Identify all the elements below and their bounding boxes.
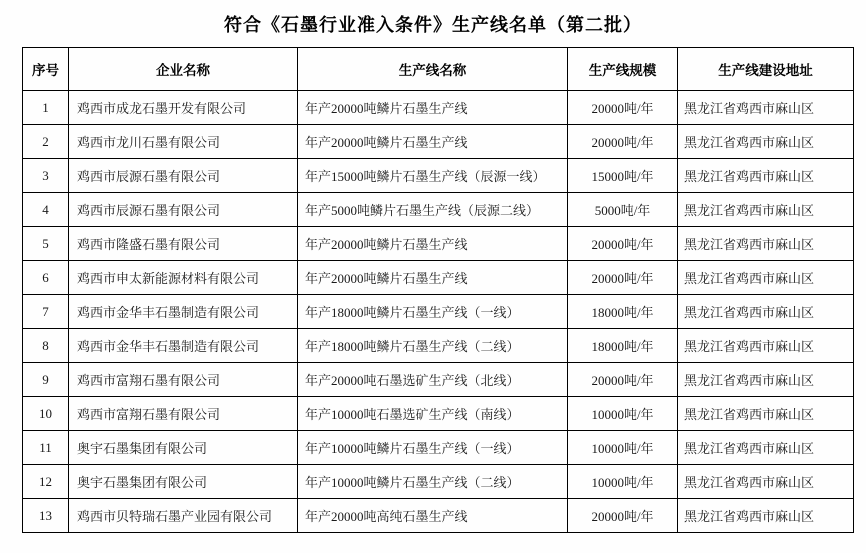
- cell-line_name: 年产20000吨鳞片石墨生产线: [298, 261, 568, 295]
- cell-scale: 20000吨/年: [568, 261, 678, 295]
- cell-index: 4: [23, 193, 69, 227]
- table-row: [23, 261, 854, 295]
- column-header-index: 序号: [23, 48, 69, 91]
- cell-scale: 18000吨/年: [568, 329, 678, 363]
- cell-company: 鸡西市金华丰石墨制造有限公司: [69, 329, 298, 363]
- cell-scale: 15000吨/年: [568, 159, 678, 193]
- cell-line_name: 年产20000吨鳞片石墨生产线: [298, 227, 568, 261]
- cell-line_name: 年产10000吨鳞片石墨生产线（一线）: [298, 431, 568, 465]
- cell-line_name: 年产18000吨鳞片石墨生产线（二线）: [298, 329, 568, 363]
- cell-index: 8: [23, 329, 69, 363]
- table-row: [23, 397, 854, 431]
- table-row: [23, 329, 854, 363]
- table-header: [23, 48, 854, 91]
- table-row: [23, 227, 854, 261]
- table-row: [23, 193, 854, 227]
- column-header-scale: 生产线规模: [568, 48, 678, 91]
- cell-index: 3: [23, 159, 69, 193]
- cell-line_name: 年产15000吨鳞片石墨生产线（辰源一线）: [298, 159, 568, 193]
- table-row: [23, 465, 854, 499]
- cell-scale: 10000吨/年: [568, 431, 678, 465]
- column-header-company: 企业名称: [69, 48, 298, 91]
- cell-company: 鸡西市贝特瑞石墨产业园有限公司: [69, 499, 298, 533]
- cell-address: 黑龙江省鸡西市麻山区: [678, 431, 854, 465]
- cell-line_name: 年产5000吨鳞片石墨生产线（辰源二线）: [298, 193, 568, 227]
- cell-address: 黑龙江省鸡西市麻山区: [678, 295, 854, 329]
- cell-line_name: 年产10000吨石墨选矿生产线（南线）: [298, 397, 568, 431]
- cell-index: 1: [23, 91, 69, 125]
- column-header-line-name: 生产线名称: [298, 48, 568, 91]
- cell-company: 奥宇石墨集团有限公司: [69, 431, 298, 465]
- cell-index: 12: [23, 465, 69, 499]
- cell-company: 鸡西市辰源石墨有限公司: [69, 159, 298, 193]
- cell-company: 鸡西市辰源石墨有限公司: [69, 193, 298, 227]
- cell-company: 鸡西市隆盛石墨有限公司: [69, 227, 298, 261]
- cell-scale: 10000吨/年: [568, 397, 678, 431]
- cell-address: 黑龙江省鸡西市麻山区: [678, 261, 854, 295]
- document-title: 符合《石墨行业准入条件》生产线名单（第二批）: [224, 15, 642, 35]
- cell-address: 黑龙江省鸡西市麻山区: [678, 397, 854, 431]
- cell-address: 黑龙江省鸡西市麻山区: [678, 159, 854, 193]
- cell-index: 7: [23, 295, 69, 329]
- cell-scale: 5000吨/年: [568, 193, 678, 227]
- cell-line_name: 年产18000吨鳞片石墨生产线（一线）: [298, 295, 568, 329]
- cell-scale: 20000吨/年: [568, 363, 678, 397]
- cell-line_name: 年产20000吨高纯石墨生产线: [298, 499, 568, 533]
- table-row: [23, 295, 854, 329]
- cell-index: 2: [23, 125, 69, 159]
- cell-scale: 20000吨/年: [568, 499, 678, 533]
- cell-address: 黑龙江省鸡西市麻山区: [678, 329, 854, 363]
- cell-company: 鸡西市富翔石墨有限公司: [69, 397, 298, 431]
- cell-line_name: 年产20000吨鳞片石墨生产线: [298, 91, 568, 125]
- cell-address: 黑龙江省鸡西市麻山区: [678, 193, 854, 227]
- cell-company: 鸡西市成龙石墨开发有限公司: [69, 91, 298, 125]
- cell-index: 9: [23, 363, 69, 397]
- cell-address: 黑龙江省鸡西市麻山区: [678, 363, 854, 397]
- cell-index: 13: [23, 499, 69, 533]
- cell-scale: 20000吨/年: [568, 227, 678, 261]
- cell-address: 黑龙江省鸡西市麻山区: [678, 499, 854, 533]
- cell-line_name: 年产10000吨鳞片石墨生产线（二线）: [298, 465, 568, 499]
- table-row: [23, 125, 854, 159]
- table-row: [23, 159, 854, 193]
- table-header-row: [23, 48, 854, 91]
- column-header-address: 生产线建设地址: [678, 48, 854, 91]
- cell-line_name: 年产20000吨石墨选矿生产线（北线）: [298, 363, 568, 397]
- table-row: [23, 431, 854, 465]
- table-row: [23, 91, 854, 125]
- cell-scale: 18000吨/年: [568, 295, 678, 329]
- table-row: [23, 499, 854, 533]
- cell-company: 鸡西市龙川石墨有限公司: [69, 125, 298, 159]
- cell-scale: 20000吨/年: [568, 91, 678, 125]
- cell-index: 10: [23, 397, 69, 431]
- cell-address: 黑龙江省鸡西市麻山区: [678, 125, 854, 159]
- table-row: [23, 363, 854, 397]
- cell-index: 11: [23, 431, 69, 465]
- cell-address: 黑龙江省鸡西市麻山区: [678, 91, 854, 125]
- cell-index: 6: [23, 261, 69, 295]
- cell-company: 奥宇石墨集团有限公司: [69, 465, 298, 499]
- cell-company: 鸡西市金华丰石墨制造有限公司: [69, 295, 298, 329]
- cell-address: 黑龙江省鸡西市麻山区: [678, 465, 854, 499]
- cell-scale: 10000吨/年: [568, 465, 678, 499]
- cell-company: 鸡西市申太新能源材料有限公司: [69, 261, 298, 295]
- production-line-table: [22, 47, 854, 533]
- cell-scale: 20000吨/年: [568, 125, 678, 159]
- cell-index: 5: [23, 227, 69, 261]
- cell-company: 鸡西市富翔石墨有限公司: [69, 363, 298, 397]
- cell-line_name: 年产20000吨鳞片石墨生产线: [298, 125, 568, 159]
- cell-address: 黑龙江省鸡西市麻山区: [678, 227, 854, 261]
- table-body: [23, 91, 854, 533]
